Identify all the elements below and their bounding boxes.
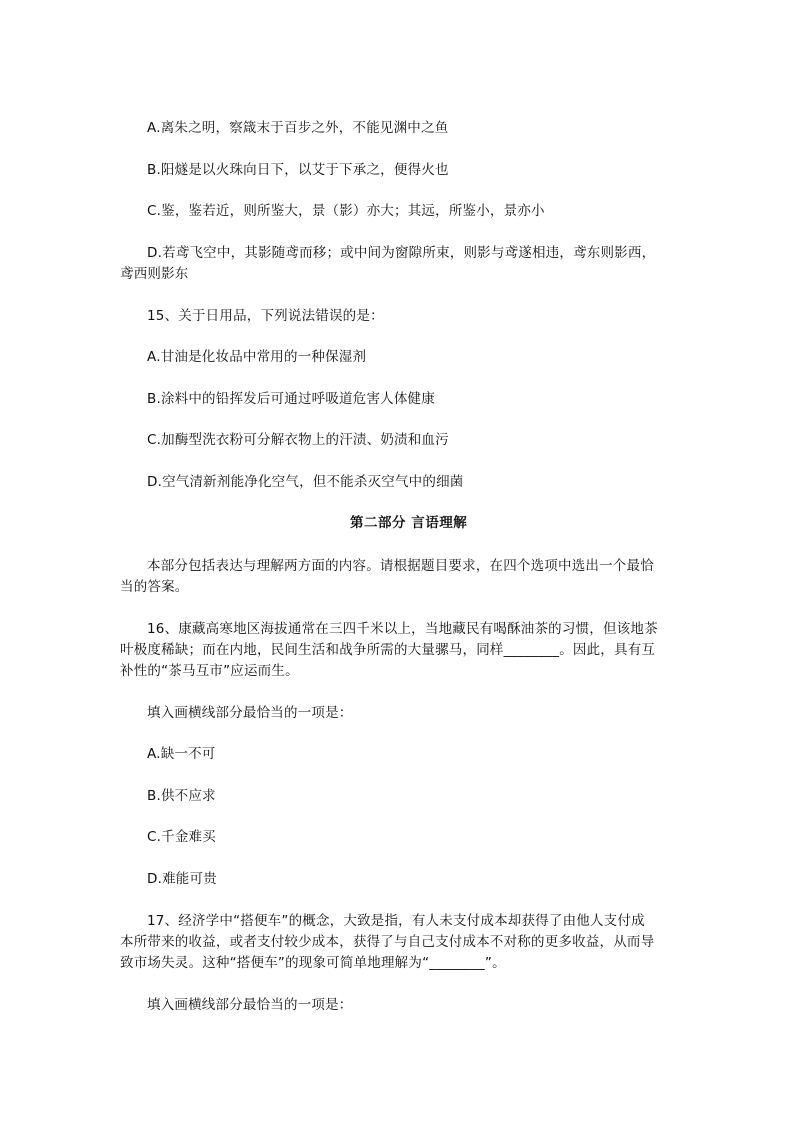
q14-option-b: B.阳燧是以火珠向日下，以艾于下承之，便得火也 xyxy=(147,162,449,178)
q16-option-a: A.缺一不可 xyxy=(147,746,216,762)
q14-option-c: C.鉴，鉴若近，则所鉴大，景（影）亦大；其远，所鉴小，景亦小 xyxy=(147,203,545,219)
section-title: 第二部分 言语理解 xyxy=(350,515,468,531)
q17-stem-line2: 本所带来的收益，或者支付较少成本，获得了与自己支付成本不对称的更多收益，从而导 xyxy=(120,934,655,950)
q15-option-d: D.空气清新剂能净化空气，但不能杀灭空气中的细菌 xyxy=(147,474,464,490)
q14-option-d-line1: D.若鸢飞空中，其影随鸢而移；或中间为窗隙所束，则影与鸢遂相违，鸢东则影西， xyxy=(147,245,656,261)
q15-option-b: B.涂料中的铅挥发后可通过呼吸道危害人体健康 xyxy=(147,391,435,407)
q15-question: 15、关于日用品，下列说法错误的是： xyxy=(147,308,384,324)
q17-stem-line1: 17、经济学中“搭便车”的概念，大致是指，有人未支付成本却获得了由他人支付成 xyxy=(147,913,645,929)
section-intro-line1: 本部分包括表达与理解两方面的内容。请根据题目要求，在四个选项中选出一个最恰 xyxy=(147,558,654,574)
q14-option-d-line2: 鸢西则影东 xyxy=(120,266,189,282)
q16-stem-line2: 叶极度稀缺；而在内地，民间生活和战争所需的大量骡马，同样________。因此，具有互 xyxy=(120,642,656,658)
q15-option-c: C.加酶型洗衣粉可分解衣物上的汗渍、奶渍和血污 xyxy=(147,432,449,448)
q16-option-d: D.难能可贵 xyxy=(147,871,217,887)
section-intro-line2: 当的答案。 xyxy=(120,579,189,595)
q15-option-a: A.甘油是化妆品中常用的一种保湿剂 xyxy=(147,349,367,365)
q14-option-a: A.离朱之明，察箴末于百步之外，不能见渊中之鱼 xyxy=(147,120,449,136)
q16-option-b: B.供不应求 xyxy=(147,788,216,804)
q16-option-c: C.千金难买 xyxy=(147,829,216,845)
q16-stem-line3: 补性的“茶马互市”应运而生。 xyxy=(120,663,299,679)
q17-prompt: 填入画横线部分最恰当的一项是： xyxy=(147,997,353,1013)
q17-stem-line3: 致市场失灵。这种“搭便车”的现象可简单地理解为“________”。 xyxy=(120,955,506,971)
q16-prompt: 填入画横线部分最恰当的一项是： xyxy=(147,705,353,721)
q16-stem-line1: 16、康藏高寒地区海拔通常在三四千米以上，当地藏民有喝酥油茶的习惯，但该地茶 xyxy=(147,621,658,637)
